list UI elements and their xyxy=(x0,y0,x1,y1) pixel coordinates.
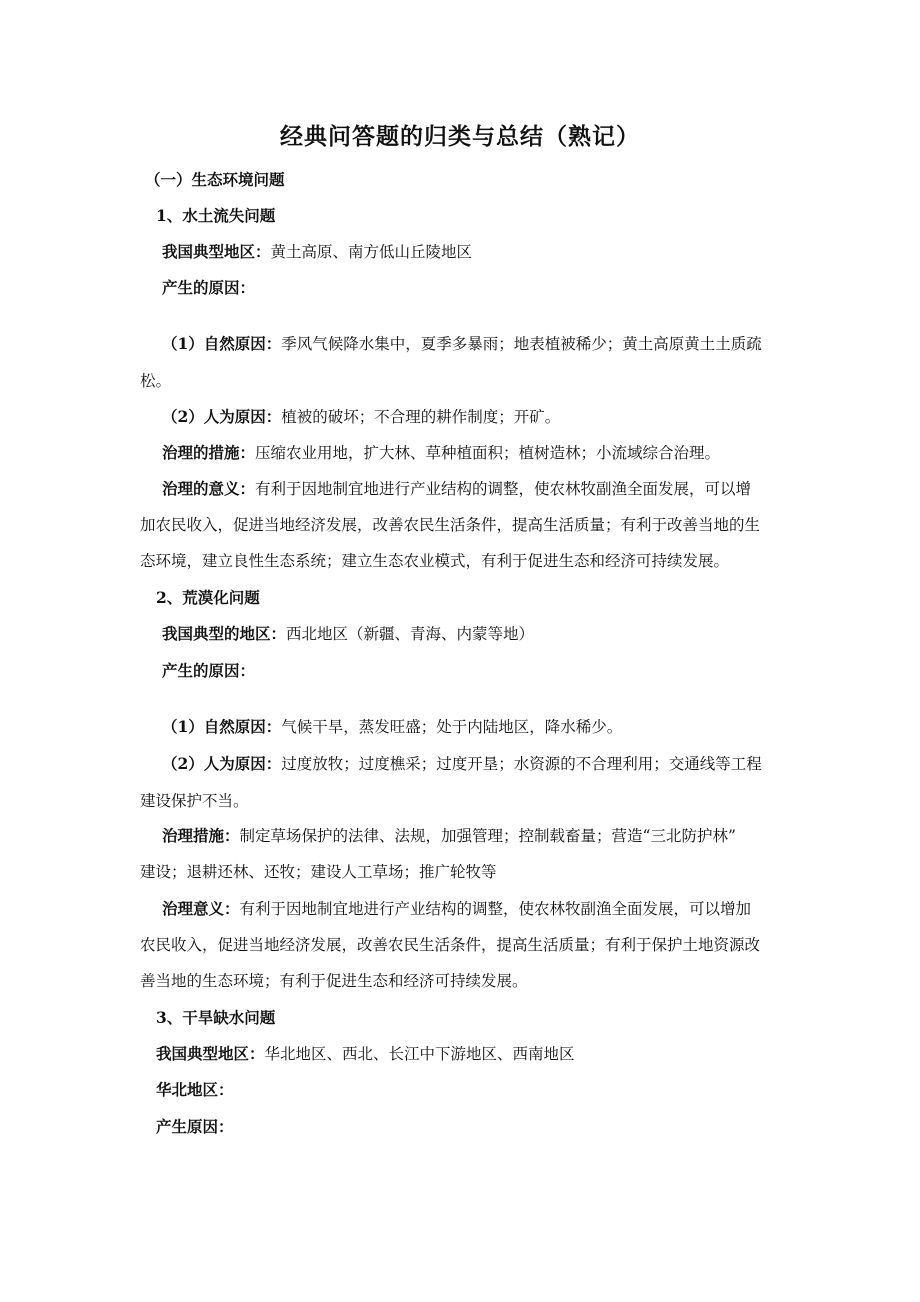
q1-cause-label: 产生的原因： xyxy=(162,278,256,297)
q2-measures-continuation: 建设；退耕还林、还牧；建设人工草场；推广轮牧等 xyxy=(140,863,497,881)
q2-natural-line xyxy=(162,716,622,738)
q2-natural-label: （1）自然原因： xyxy=(162,717,282,736)
page-title: 经典问答题的归类与总结（熟记） xyxy=(280,123,640,150)
q3-region-label: 我国典型地区： xyxy=(156,1044,265,1063)
q1-natural-continuation: 松。 xyxy=(140,372,172,390)
q3-region-line xyxy=(156,1043,575,1065)
q1-natural-line xyxy=(162,333,762,355)
q2-significance-line xyxy=(162,898,751,920)
q3-cause-label: 产生原因： xyxy=(156,1117,234,1136)
q2-region-label: 我国典型的地区： xyxy=(162,624,287,643)
q2-human-continuation: 建设保护不当。 xyxy=(140,792,249,810)
q1-natural-value: 季风气候降水集中，夏季多暴雨；地表植被稀少；黄土高原黄土土质疏 xyxy=(281,335,762,353)
q2-human-value: 过度放牧；过度樵采；过度开垦；水资源的不合理利用；交通线等工程 xyxy=(281,755,762,773)
q2-heading: 2、荒漠化问题 xyxy=(156,588,260,607)
q2-significance-value: 有利于因地制宜地进行产业结构的调整，使农林牧副渔全面发展，可以增加 xyxy=(239,900,752,918)
q1-significance-line xyxy=(162,478,751,500)
q1-natural-label: （1）自然原因： xyxy=(162,334,282,353)
q2-significance-label: 治理意义： xyxy=(162,899,240,918)
q1-region-label: 我国典型地区： xyxy=(162,242,271,261)
section-heading: （一）生态环境问题 xyxy=(145,170,285,189)
q2-cause-label: 产生的原因： xyxy=(162,661,256,680)
q2-natural-value: 气候干旱，蒸发旺盛；处于内陆地区，降水稀少。 xyxy=(281,718,623,736)
q1-significance-continuation: 加农民收入，促进当地经济发展，改善农民生活条件，提高生活质量；有利于改善当地的生 xyxy=(140,516,761,534)
q1-significance-value: 有利于因地制宜地进行产业结构的调整，使农林牧副渔全面发展，可以增 xyxy=(255,480,752,498)
q2-significance-continuation: 善当地的生态环境；有利于促进生态和经济可持续发展。 xyxy=(140,972,528,990)
q2-human-label: （2）人为原因： xyxy=(162,754,282,773)
q1-significance-continuation: 态环境，建立良性生态系统；建立生态农业模式，有利于促进生态和经济可持续发展。 xyxy=(140,552,730,570)
q2-human-line xyxy=(162,753,762,775)
q1-human-value: 植被的破坏；不合理的耕作制度；开矿。 xyxy=(281,408,561,426)
q2-region-line xyxy=(162,623,534,645)
q1-region-line xyxy=(162,241,472,263)
q1-heading: 1、水土流失问题 xyxy=(156,206,276,225)
q1-measures-value: 压缩农业用地，扩大林、草种植面积；植树造林；小流域综合治理。 xyxy=(255,444,721,462)
q1-measures-line xyxy=(162,442,720,464)
q2-measures-label: 治理措施： xyxy=(162,826,240,845)
q1-human-label: （2）人为原因： xyxy=(162,407,282,426)
q2-measures-line xyxy=(162,825,736,847)
q2-significance-continuation: 农民收入，促进当地经济发展，改善农民生活条件，提高生活质量；有利于保护土地资源改 xyxy=(140,936,761,954)
q1-significance-label: 治理的意义： xyxy=(162,479,256,498)
q3-region-value: 华北地区、西北、长江中下游地区、西南地区 xyxy=(264,1045,575,1063)
q2-region-value: 西北地区（新疆、青海、内蒙等地） xyxy=(286,625,535,643)
q1-measures-label: 治理的措施： xyxy=(162,443,256,462)
q1-human-line xyxy=(162,406,560,428)
q3-north-label: 华北地区： xyxy=(156,1080,234,1099)
q2-measures-value: 制定草场保护的法律、法规，加强管理；控制载畜量；营造“三北防护林” xyxy=(239,827,736,845)
q1-region-value: 黄土高原、南方低山丘陵地区 xyxy=(270,243,473,261)
q3-heading: 3、干旱缺水问题 xyxy=(156,1008,276,1027)
